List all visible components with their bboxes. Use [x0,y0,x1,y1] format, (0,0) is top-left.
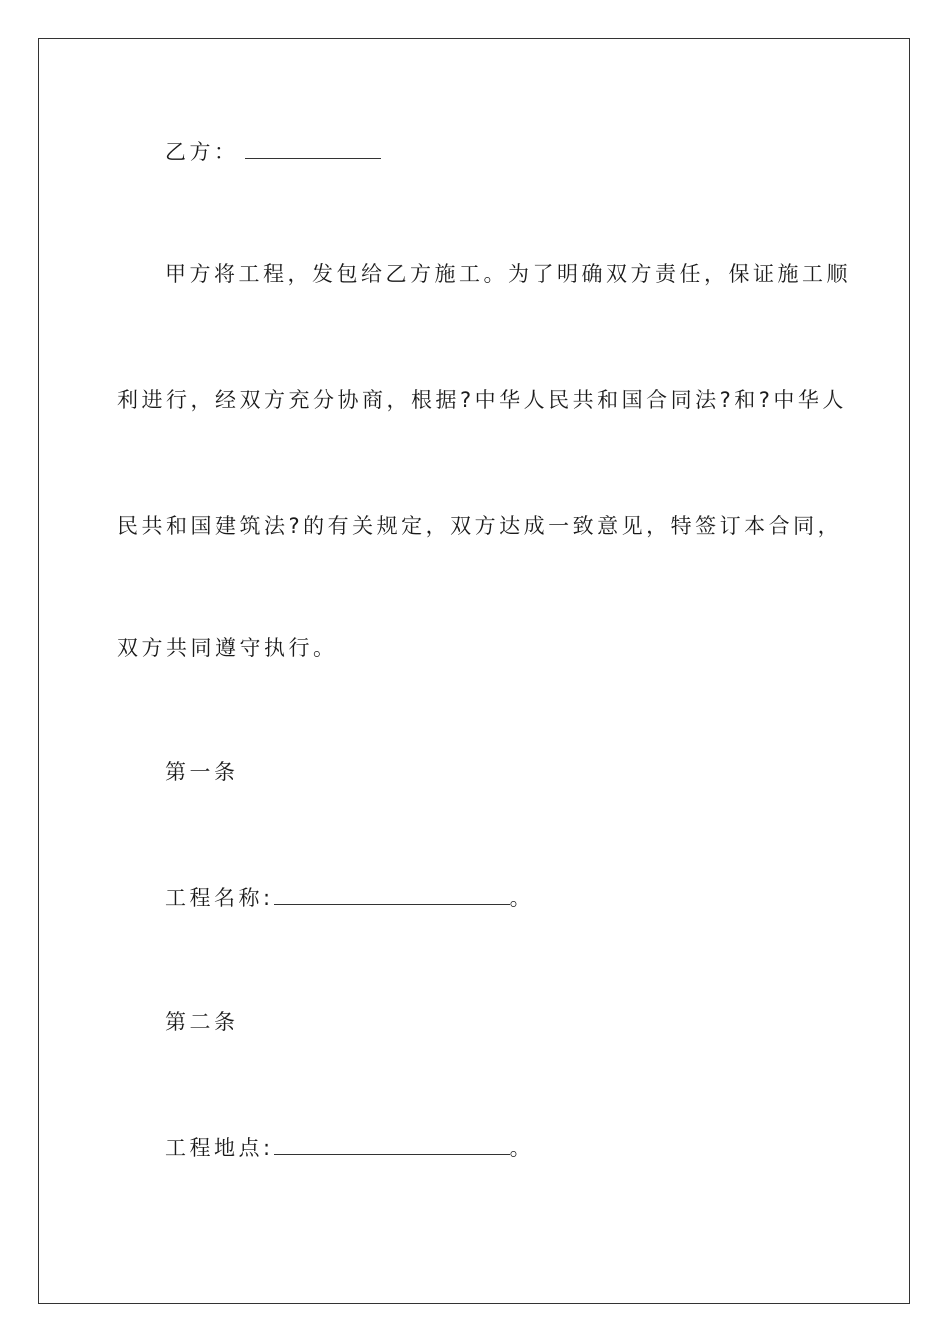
project-location-blank [274,1136,510,1155]
project-location-end: 。 [509,1136,535,1160]
project-location-label: 工程地点: [165,1136,274,1160]
intro-line-4: 双方共同遵守执行。 [117,636,338,660]
project-location-line [165,1133,534,1163]
article-1-heading: 第一条 [165,760,239,784]
project-name-end: 。 [509,886,535,910]
party-b-label: 乙方： [165,140,239,164]
intro-line-3: 民共和国建筑法?的有关规定，双方达成一致意见，特签订本合同， [117,514,843,538]
project-name-blank [274,886,510,905]
project-name-label: 工程名称: [165,886,274,910]
article-2-heading: 第二条 [165,1010,239,1034]
document-page [38,38,910,1304]
project-name-line [165,883,534,913]
intro-line-1: 甲方将工程，发包给乙方施工。为了明确双方责任，保证施工顺 [165,262,851,286]
party-b-line [165,137,381,167]
intro-line-2: 利进行，经双方充分协商，根据?中华人民共和国合同法?和?中华人 [117,388,847,412]
party-b-blank [245,140,381,159]
